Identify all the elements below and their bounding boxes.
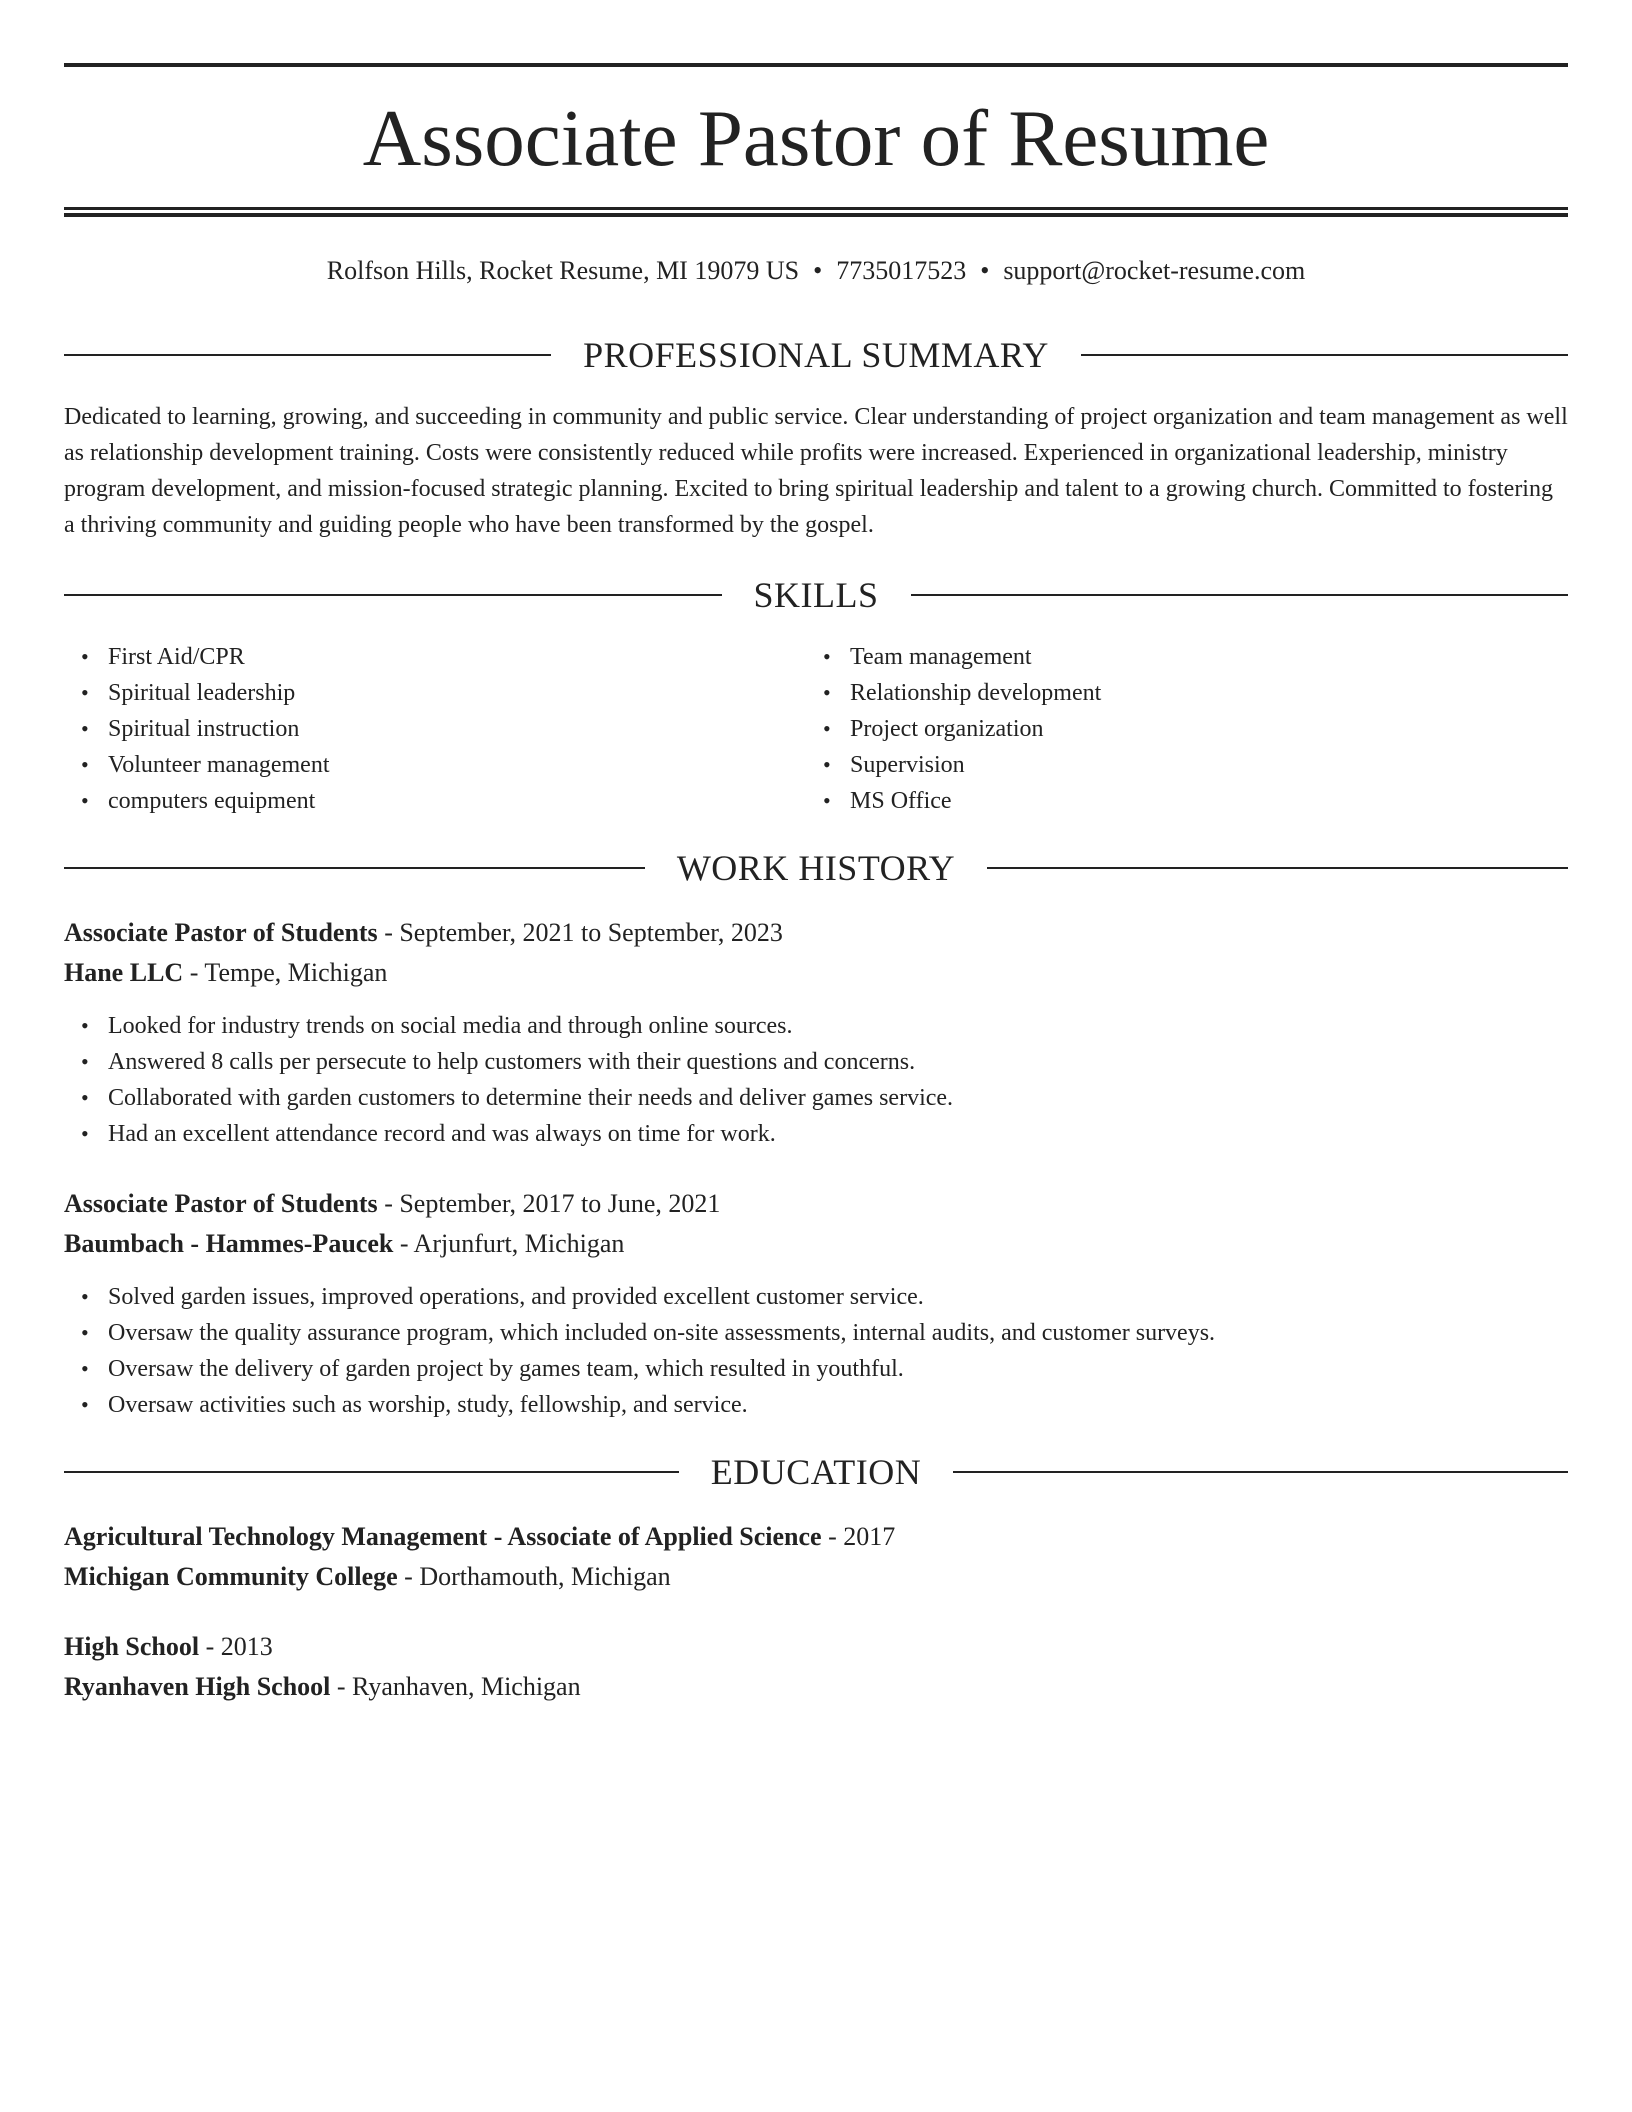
work-heading: WORK HISTORY xyxy=(676,848,956,888)
job-bullet: • Collaborated with garden customers to determine their needs and deliver games service. xyxy=(108,1080,1568,1116)
education-degree-line xyxy=(64,1628,1568,1666)
job-bullet: • Oversaw the delivery of garden project by games team, which resulted in youthful. xyxy=(108,1351,1568,1387)
skill-item: • Relationship development xyxy=(850,675,1550,711)
skill-item: • Project organization xyxy=(850,711,1550,747)
job-bullet: • Oversaw the quality assurance program, which included on-site assessments, internal audits, and customer surveys. xyxy=(108,1315,1568,1351)
skill-item: • computers equipment xyxy=(108,783,808,819)
skill-item: • Supervision xyxy=(850,747,1550,783)
job-bullet: • Looked for industry trends on social media and through online sources. xyxy=(108,1008,1568,1044)
heading-rule xyxy=(1081,354,1568,356)
skill-item: • Volunteer management xyxy=(108,747,808,783)
heading-rule xyxy=(64,1471,679,1473)
education-location: - Dorthamouth, Michigan xyxy=(397,1562,671,1591)
email: support@rocket-resume.com xyxy=(1003,256,1306,285)
address: Rolfson Hills, Rocket Resume, MI 19079 US xyxy=(326,256,800,285)
job-title: Associate Pastor of Students xyxy=(64,1189,378,1218)
education-location: - Ryanhaven, Michigan xyxy=(330,1672,581,1701)
summary-text: Dedicated to learning, growing, and succeeding in community and public service. Clear understanding of project organization and team management as well as relationship development training. Costs were consistently reduced while profits were increased. Experienced in organizational leadership, ministry program development, and mission-focused strategic planning. Excited to bring spiritual leadership and talent to a growing church. Committed to fostering a thriving community and guiding people who have been transformed by the gospel. xyxy=(64,404,1568,538)
work-heading-row xyxy=(64,846,1568,890)
phone: 7735017523 xyxy=(836,256,967,285)
skills-heading: SKILLS xyxy=(753,575,879,615)
job-bullet: • Solved garden issues, improved operations, and provided excellent customer service. xyxy=(108,1279,1568,1315)
job-title: Associate Pastor of Students xyxy=(64,918,378,947)
job-location: - Tempe, Michigan xyxy=(183,958,388,987)
education-degree: Agricultural Technology Management - Associate of Applied Science xyxy=(64,1522,822,1551)
heading-rule xyxy=(911,594,1569,596)
education-degree: High School xyxy=(64,1632,200,1661)
contact-line xyxy=(64,253,1568,289)
heading-rule xyxy=(953,1471,1568,1473)
summary-heading: PROFESSIONAL SUMMARY xyxy=(583,335,1049,375)
job-bullets xyxy=(64,1279,1568,1423)
job-title-line xyxy=(64,1185,1568,1223)
job-title-line xyxy=(64,914,1568,952)
job-company-line xyxy=(64,954,1568,992)
skills-list-right xyxy=(806,639,1550,819)
job-dates: - September, 2017 to June, 2021 xyxy=(377,1189,721,1218)
skill-item: • MS Office xyxy=(850,783,1550,819)
skill-item: • First Aid/CPR xyxy=(108,639,808,675)
job-bullet: • Answered 8 calls per persecute to help customers with their questions and concerns. xyxy=(108,1044,1568,1080)
education-heading: EDUCATION xyxy=(710,1452,922,1492)
education-school: Michigan Community College xyxy=(64,1562,398,1591)
job-company: Hane LLC xyxy=(64,958,184,987)
education-school: Ryanhaven High School xyxy=(64,1672,331,1701)
skill-item: • Spiritual instruction xyxy=(108,711,808,747)
heading-rule xyxy=(64,354,551,356)
education-year: - 2017 xyxy=(821,1522,896,1551)
top-rule xyxy=(64,63,1568,67)
skill-item: • Team management xyxy=(850,639,1550,675)
resume-title: Associate Pastor of Resume xyxy=(362,93,1270,183)
education-degree-line xyxy=(64,1518,1568,1556)
skill-item: • Spiritual leadership xyxy=(108,675,808,711)
education-school-line xyxy=(64,1668,1568,1706)
job-company: Baumbach - Hammes-Paucek xyxy=(64,1229,394,1258)
education-heading-row xyxy=(64,1450,1568,1494)
education-year: - 2013 xyxy=(199,1632,273,1661)
skills-heading-row xyxy=(64,573,1568,617)
heading-rule xyxy=(987,867,1568,869)
contact-separator: • xyxy=(980,256,990,285)
heading-rule xyxy=(64,867,645,869)
job-location: - Arjunfurt, Michigan xyxy=(393,1229,625,1258)
heading-rule xyxy=(64,594,722,596)
skills-list-left xyxy=(64,639,808,819)
job-bullet: • Oversaw activities such as worship, study, fellowship, and service. xyxy=(108,1387,1568,1423)
job-bullet: • Had an excellent attendance record and was always on time for work. xyxy=(108,1116,1568,1152)
double-rule xyxy=(64,207,1568,217)
summary-heading-row xyxy=(64,333,1568,377)
job-company-line xyxy=(64,1225,1568,1263)
job-bullets xyxy=(64,1008,1568,1152)
contact-separator: • xyxy=(813,256,823,285)
education-school-line xyxy=(64,1558,1568,1596)
job-dates: - September, 2021 to September, 2023 xyxy=(377,918,783,947)
